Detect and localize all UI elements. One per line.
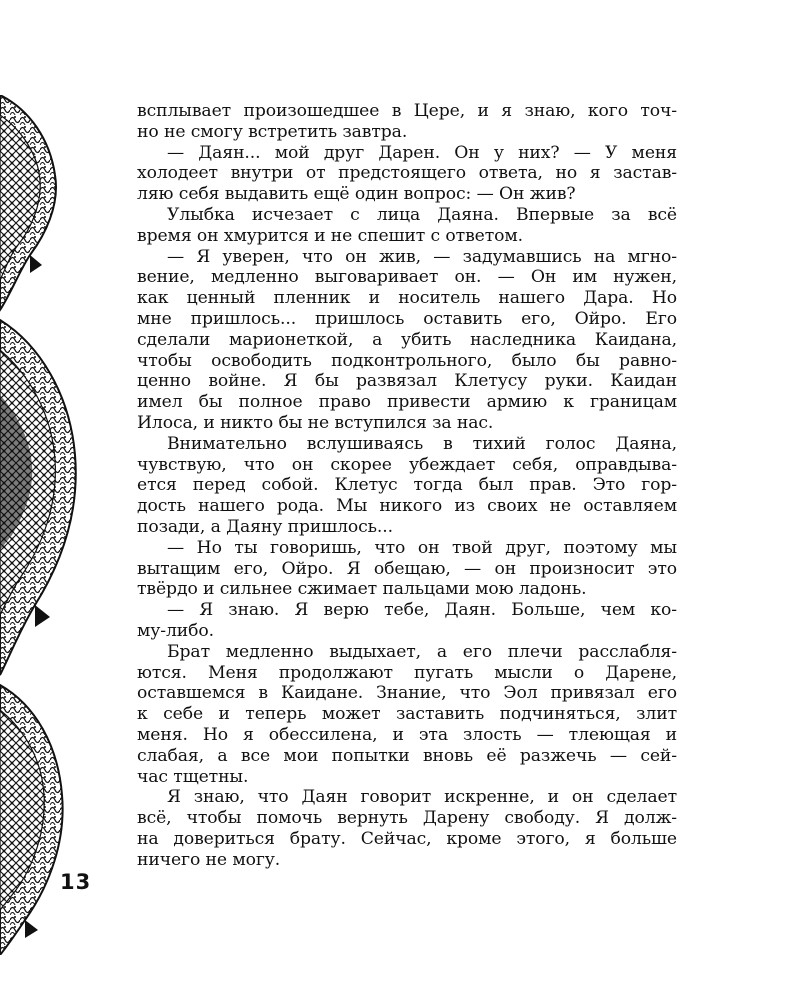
body-text [137, 101, 677, 870]
text-line: ются. Меня продолжают пугать мысли о Дарене, [137, 662, 677, 683]
text-line: всплывает произошедшее в Цере, и я знаю, кого точ- [137, 101, 677, 121]
text-line: — Я уверен, что он жив, — задумавшись на мгно- [167, 246, 677, 267]
text-line: время он хмурится и не спешит с ответом. [137, 225, 524, 246]
text-line: твёрдо и сильнее сжимает пальцами мою ладонь. [137, 579, 587, 600]
text-line: мне пришлось... пришлось оставить его, Ойро. Его [137, 308, 677, 329]
text-line: му-либо. [137, 620, 215, 641]
text-line: Илоса, и никто бы не вступился за нас. [137, 412, 494, 433]
text-line: вение, медленно выговаривает он. — Он им нужен, [137, 267, 677, 288]
text-line: холодеет внутри от предстоящего ответа, но я застав- [137, 163, 677, 184]
text-line: ничего не могу. [137, 849, 281, 870]
text-line: — Но ты говоришь, что он твой друг, поэтому мы [167, 537, 677, 558]
text-line: ется перед собой. Клетус тогда был прав. Это гор- [137, 475, 677, 496]
text-line: ценно войне. Я бы развязал Клетусу руки. Каидан [137, 371, 677, 392]
text-line: оставшемся в Каидане. Знание, что Эол привязал его [137, 683, 677, 704]
decorative-ornament-border [0, 95, 120, 955]
text-line: Внимательно вслушиваясь в тихий голос Даяна, [167, 433, 677, 454]
text-line: к себе и теперь может заставить подчиняться, злит [137, 704, 677, 725]
text-line: меня. Но я обессилена, и эта злость — тлеющая и [137, 724, 677, 745]
text-line: Я знаю, что Даян говорит искренне, и он сделает [167, 787, 677, 808]
text-line: всё, чтобы помочь вернуть Дарену свободу. Я долж- [137, 808, 677, 829]
text-line: Улыбка исчезает с лица Даяна. Впервые за всё [167, 204, 677, 225]
text-line: как ценный пленник и носитель нашего Дара. Но [137, 288, 677, 309]
text-line: имел бы полное право привести армию к границам [137, 392, 677, 413]
text-line: дость нашего рода. Мы никого из своих не оставляем [137, 496, 677, 517]
text-line: сделали марионеткой, а убить наследника Каидана, [137, 329, 677, 350]
text-line: Брат медленно выдыхает, а его плечи расслабля- [167, 641, 677, 662]
text-line: чтобы освободить подконтрольного, было бы равно- [137, 350, 677, 371]
text-line: чувствую, что он скорее убеждает себя, оправдыва- [137, 454, 677, 475]
text-line: ляю себя выдавить ещё один вопрос: — Он жив? [137, 184, 576, 205]
text-line: на довериться брату. Сейчас, кроме этого, я больше [137, 828, 677, 849]
text-line: вытащим его, Ойро. Я обещаю, — он произносит это [137, 558, 677, 579]
page-number: 13 [60, 870, 92, 894]
text-line: час тщетны. [137, 766, 249, 787]
text-line: позади, а Даяну пришлось... [137, 516, 394, 537]
text-line: слабая, а все мои попытки вновь её разжечь — сей- [137, 745, 677, 766]
text-line: — Я знаю. Я верю тебе, Даян. Больше, чем ко- [167, 600, 677, 621]
text-line: — Даян... мой друг Дарен. Он у них? — У меня [167, 142, 677, 163]
text-line: но не смогу встретить завтра. [137, 121, 408, 142]
